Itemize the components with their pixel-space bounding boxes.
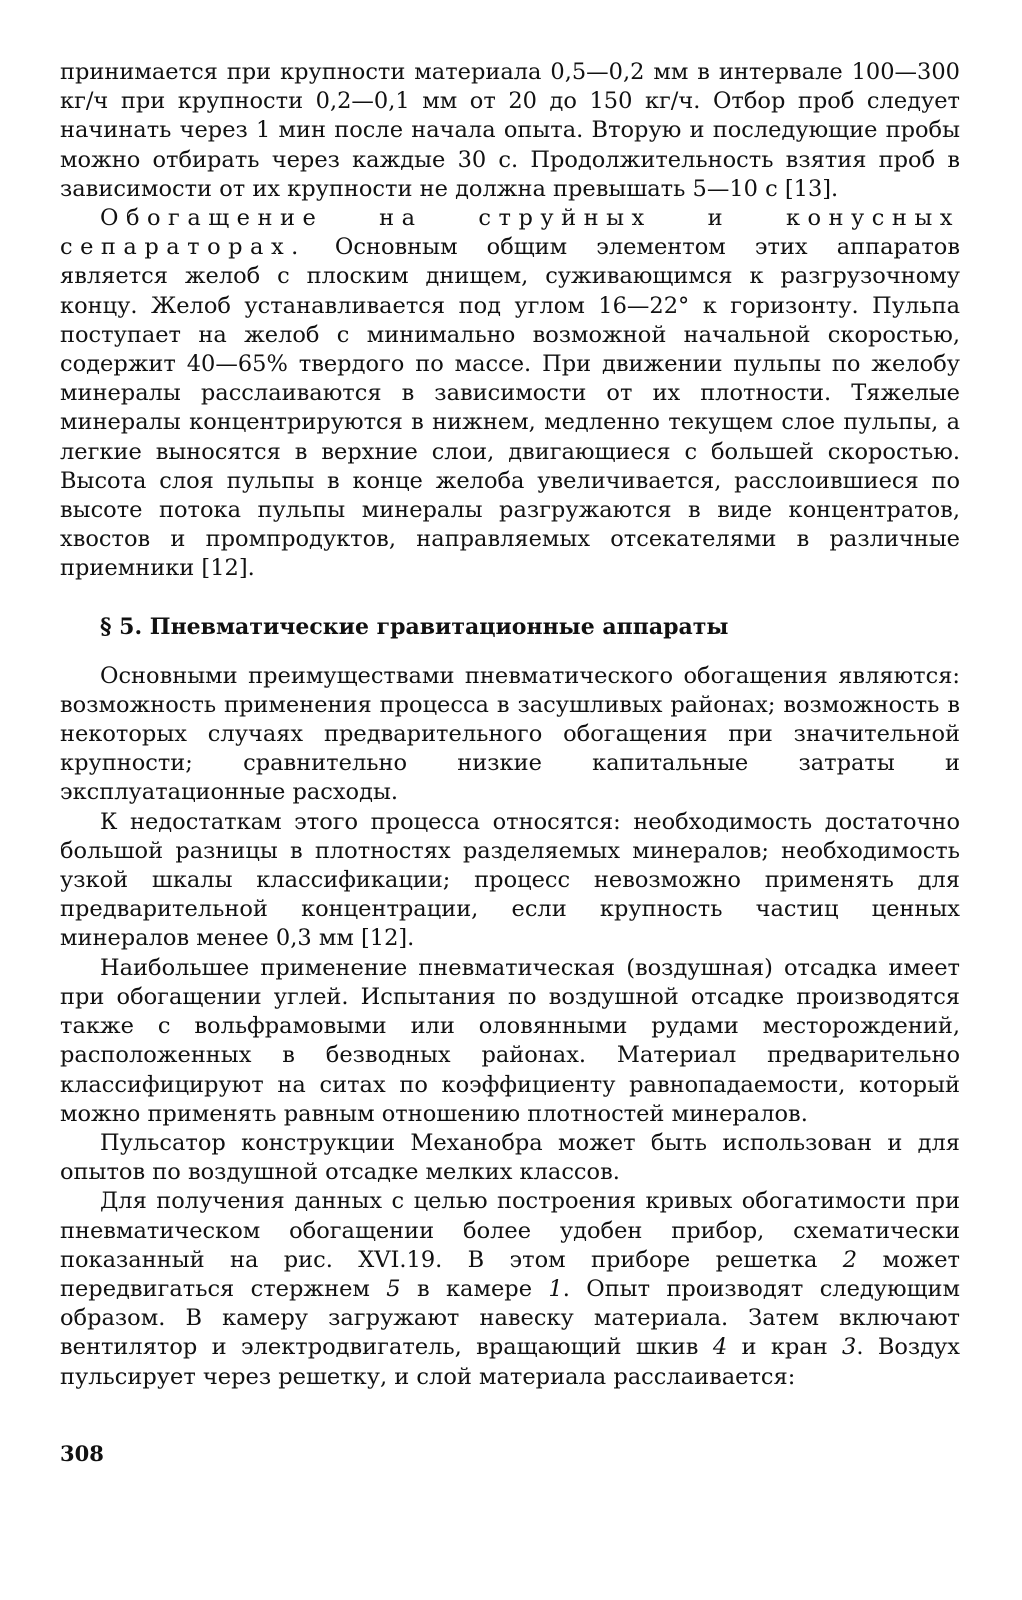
paragraph-5: Наибольшее применение пневматическая (воздушная) отсадка имеет при обогащении углей. Испытания по воздушной отсадке производятся также с вольфрамовыми или оловянными рудами месторождений, расположенных в безводных районах. Материал предварительно классифицируют на ситах по коэффициенту равнопадаемости, который можно применять равным отношению плотностей минералов. <box>60 954 960 1127</box>
page-body <box>60 58 960 1392</box>
paragraph-7 <box>60 1187 960 1391</box>
paragraph-7-part-a: Для получения данных с целью построения кривых обогатимости при пневматическом обогащении более удобен прибор, схематически показанный на рис. XVI.19. В этом приборе решетка <box>60 1188 960 1273</box>
paragraph-6: Пульсатор конструкции Механобра может быть использован и для опытов по воздушной отсадке мелких классов. <box>60 1129 960 1186</box>
paragraph-7-part-b: может передвигаться стержнем <box>60 1246 960 1302</box>
paragraph-2-lead: Обогащение на струйных и конусных сепараторах. <box>60 205 960 261</box>
rod-number: 5 <box>386 1275 401 1302</box>
section-heading: § 5. Пневматические гравитационные аппараты <box>100 613 729 640</box>
paragraph-7-part-e: и кран <box>727 1334 843 1361</box>
paragraph-7-part-d: . Опыт производят следующим образом. В камеру загружают навеску материала. Затем включают вентилятор и электродвигатель, вращающий шкив <box>60 1275 961 1361</box>
paragraph-1: принимается при крупности материала 0,5—0,2 мм в интервале 100—300 кг/ч при крупности 0,2—0,1 мм от 20 до 150 кг/ч. Отбор проб следует начинать через 1 мин после начала опыта. Вторую и последующие пробы можно отбирать через каждые 30 с. Продолжительность взятия проб в зависимости от их крупности не должна превышать 5—10 с [13]. <box>60 59 960 202</box>
page-number: 308 <box>60 1441 104 1466</box>
paragraph-4: К недостаткам этого процесса относятся: необходимость достаточно большой разницы в плотностях разделяемых минералов; необходимость узкой шкалы классификации; процесс невозможно применять для предварительной концентрации, если крупность частиц ценных минералов менее 0,3 мм [12]. <box>60 808 960 952</box>
pulley-number: 4 <box>712 1334 728 1361</box>
paragraph-2 <box>60 204 960 584</box>
paragraph-7-part-f: . Воздух пульсирует через решетку, и слой материала расслаивается: <box>60 1334 960 1390</box>
paragraph-2-body: Основным общим элементом этих аппаратов является желоб с плоским днищем, суживающимся к разгрузочному концу. Желоб устанавливается под углом 16—22° к горизонту. Пульпа поступает на желоб с минимально возможной начальной скоростью, содержит 40—65% твердого по массе. При движении пульпы по желобу минералы расслаиваются в зависимости от их плотности. Тяжелые минералы концентрируются в нижнем, медленно текущем слое пульпы, а легкие выносятся в верхние слои, двигающиеся с большей скоростью. Высота слоя пульпы в конце желоба увеличивается, расслоившиеся по высоте потока пульпы минералы разгружаются в виде концентратов, хвостов и промпродуктов, направляемых отсекателями в различные приемники [12]. <box>60 234 960 582</box>
grate-number: 2 <box>842 1246 858 1273</box>
paragraph-7-part-c: в камере <box>400 1275 549 1302</box>
valve-number: 3 <box>842 1334 857 1361</box>
paragraph-3: Основными преимуществами пневматического обогащения являются: возможность применения процесса в засушливых районах; возможность в некоторых случаях предварительного обогащения при значительной крупности; сравнительно низкие капитальные затраты и эксплуатационные расходы. <box>60 662 960 806</box>
chamber-number: 1 <box>548 1275 563 1302</box>
